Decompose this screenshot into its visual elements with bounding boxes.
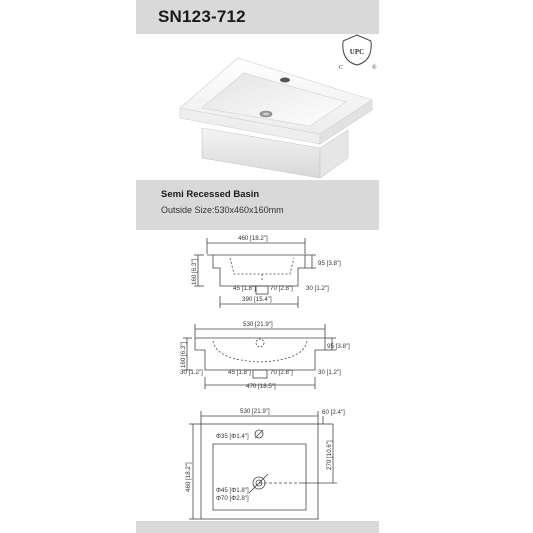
model-number-title: SN123-712 <box>158 7 246 26</box>
side-width-label: 460 [18.2"] <box>238 235 268 242</box>
svg-text:®: ® <box>372 65 377 71</box>
footer-bar <box>136 521 379 533</box>
front-width-label: 530 [21.9"] <box>243 321 273 328</box>
plan-drain-offset-label: 270 [10.6"] <box>326 440 333 470</box>
front-base-label: 470 [18.5"] <box>246 383 276 390</box>
side-base-label: 390 [15.4"] <box>242 296 272 303</box>
svg-text:UPC: UPC <box>349 48 365 56</box>
product-name: Semi Recessed Basin <box>161 189 260 200</box>
plan-depth-label: 460 [18.2"] <box>185 462 192 492</box>
front-left-drain-label: 45 [1.8"] <box>228 369 251 376</box>
plan-view-drawing <box>189 411 337 519</box>
front-left-small-label: 30 [1.2"] <box>180 369 203 376</box>
side-drain-label: 70 [2.8"] <box>270 285 293 292</box>
plan-tap-hole-label: Φ35 [Φ1.4"] <box>216 433 249 440</box>
front-height-label: 160 [6.3"] <box>180 341 187 368</box>
plan-width-label: 530 [21.9"] <box>240 408 270 415</box>
front-right-small-label: 30 [1.2"] <box>318 369 341 376</box>
svg-text:C: C <box>339 65 344 71</box>
outside-size: Outside Size:530x460x160mm <box>161 205 284 215</box>
plan-drain-hole-label-1: Φ45 [Φ1.8"] <box>216 487 249 494</box>
plan-rim-label: 60 [2.4"] <box>322 409 345 416</box>
front-elevation-drawing <box>183 324 336 389</box>
side-left-drain-label: 45 [1.8"] <box>233 285 256 292</box>
plan-drain-hole-label-2: Φ70 [Φ2.8"] <box>216 495 249 502</box>
side-rim-label: 95 [3.8"] <box>318 260 341 267</box>
front-drain-label: 70 [2.8"] <box>270 369 293 376</box>
side-height-label: 160 [6.3"] <box>191 258 198 285</box>
side-right-small-label: 30 [1.2"] <box>306 285 329 292</box>
front-rim-label: 95 [3.8"] <box>327 343 350 350</box>
